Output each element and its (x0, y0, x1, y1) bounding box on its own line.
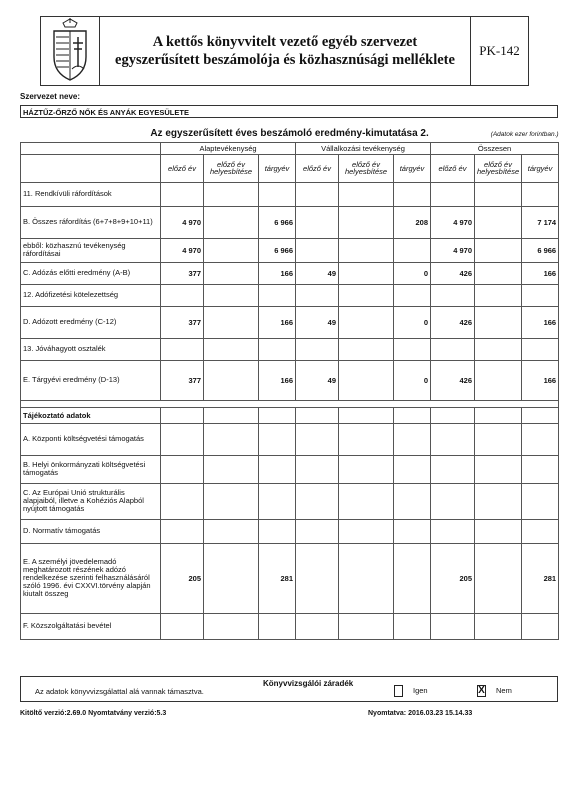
value-cell (339, 613, 394, 639)
value-cell: 377 (161, 262, 204, 284)
row-label: E. A személyi jövedelemadó meghatározott részének adózó rendelkezése szerinti felhasználásáról szóló 1996. évi CXXVI.törvény alapján kiutalt összeg (21, 543, 161, 613)
value-cell: 0 (394, 262, 431, 284)
table-row (21, 613, 559, 639)
value-cell: 0 (394, 306, 431, 338)
value-cell (339, 543, 394, 613)
value-cell (259, 284, 296, 306)
table-row (21, 455, 559, 483)
value-cell: 205 (161, 543, 204, 613)
table-row (21, 360, 559, 400)
value-cell (204, 206, 259, 238)
value-cell (475, 206, 522, 238)
value-cell (431, 455, 475, 483)
value-cell (296, 238, 339, 262)
value-cell (475, 423, 522, 455)
info-title-cell (296, 407, 339, 423)
value-cell (296, 455, 339, 483)
form-header (40, 16, 529, 86)
value-cell: 6 966 (522, 238, 559, 262)
info-title-cell (161, 407, 204, 423)
value-cell: 49 (296, 262, 339, 284)
value-cell: 377 (161, 360, 204, 400)
print-timestamp: Nyomtatva: 2016.03.23 15.14.33 (368, 710, 473, 717)
value-cell: 4 970 (161, 238, 204, 262)
value-cell (161, 483, 204, 519)
value-cell (296, 543, 339, 613)
organization-label: Szervezet neve: (20, 92, 81, 101)
table-row (21, 483, 559, 519)
value-cell (339, 306, 394, 338)
value-cell (161, 182, 204, 206)
value-cell: 426 (431, 360, 475, 400)
value-cell (296, 284, 339, 306)
value-cell (296, 206, 339, 238)
value-cell (339, 483, 394, 519)
value-cell (161, 455, 204, 483)
value-cell (339, 182, 394, 206)
value-cell (259, 483, 296, 519)
value-cell (522, 338, 559, 360)
info-title-cell (204, 407, 259, 423)
value-cell: 208 (394, 206, 431, 238)
value-cell (339, 423, 394, 455)
value-cell: 166 (259, 360, 296, 400)
value-cell: 281 (259, 543, 296, 613)
group-header-business: Vállalkozási tevékenység (296, 142, 431, 154)
info-title-cell (522, 407, 559, 423)
group-header-basic: Alaptevékenység (161, 142, 296, 154)
value-cell (394, 284, 431, 306)
subcol-prev-year: előző év (161, 154, 204, 182)
audit-yes-label: Igen (413, 686, 428, 695)
value-cell: 166 (522, 306, 559, 338)
value-cell (522, 455, 559, 483)
organization-name: HÁZTŰZ-ŐRZŐ NŐK ÉS ANYÁK EGYESÜLETE (20, 105, 558, 118)
value-cell (394, 238, 431, 262)
row-label: B. Helyi önkormányzati költségvetési támogatás (21, 455, 161, 483)
row-label: C. Az Európai Unió strukturális alapjaiból, illetve a Kohéziós Alapból nyújtott támogatás (21, 483, 161, 519)
value-cell (431, 483, 475, 519)
value-cell (475, 483, 522, 519)
subcol-current-year: tárgyév (259, 154, 296, 182)
value-cell (475, 338, 522, 360)
value-cell: 6 966 (259, 238, 296, 262)
audit-title: Könyvvizsgálói záradék (263, 679, 354, 688)
info-rows (21, 423, 559, 639)
value-cell (522, 483, 559, 519)
value-cell (431, 338, 475, 360)
table-row (21, 519, 559, 543)
value-cell: 166 (522, 360, 559, 400)
income-statement-table (20, 125, 559, 640)
subcol-current-year: tárgyév (522, 154, 559, 182)
row-label: A. Központi költségvetési támogatás (21, 423, 161, 455)
value-cell: 166 (259, 306, 296, 338)
audit-no-label: Nem (496, 686, 512, 695)
value-cell (259, 519, 296, 543)
value-cell (204, 543, 259, 613)
value-cell: 166 (259, 262, 296, 284)
value-cell: 6 966 (259, 206, 296, 238)
value-cell: 7 174 (522, 206, 559, 238)
group-header-total: Összesen (431, 142, 559, 154)
info-title: Tájékoztató adatok (21, 407, 161, 423)
value-cell (475, 284, 522, 306)
value-cell (259, 455, 296, 483)
table-title: Az egyszerűsített éves beszámoló eredmény-kimutatása 2. (150, 127, 429, 139)
value-cell (394, 519, 431, 543)
value-cell: 377 (161, 306, 204, 338)
value-cell (431, 613, 475, 639)
info-title-cell (339, 407, 394, 423)
value-cell (204, 455, 259, 483)
value-cell (259, 182, 296, 206)
row-label: B. Összes ráfordítás (6+7+8+9+10+11) (21, 206, 161, 238)
subcol-current-year: tárgyév (394, 154, 431, 182)
value-cell (475, 519, 522, 543)
form-code: PK-142 (479, 43, 520, 58)
value-cell (522, 613, 559, 639)
value-cell (204, 338, 259, 360)
form-title-line1: A kettős könyvvitelt vezető egyéb szervezet (152, 34, 418, 50)
value-cell: 166 (522, 262, 559, 284)
value-cell (339, 338, 394, 360)
main-rows (21, 182, 559, 400)
value-cell (204, 483, 259, 519)
value-cell (522, 284, 559, 306)
value-cell (394, 543, 431, 613)
value-cell (296, 613, 339, 639)
table-row (21, 423, 559, 455)
value-cell: 4 970 (431, 238, 475, 262)
value-cell (394, 455, 431, 483)
value-cell (296, 519, 339, 543)
value-cell (475, 360, 522, 400)
value-cell (339, 262, 394, 284)
value-cell (339, 360, 394, 400)
value-cell (394, 182, 431, 206)
auditor-clause-box (20, 676, 558, 702)
value-cell: 49 (296, 360, 339, 400)
value-cell (204, 519, 259, 543)
table-row (21, 338, 559, 360)
value-cell (522, 423, 559, 455)
subcol-prev-year: előző év (296, 154, 339, 182)
value-cell: 426 (431, 306, 475, 338)
audit-yes-checkbox[interactable] (394, 685, 403, 697)
value-cell (475, 455, 522, 483)
value-cell (204, 360, 259, 400)
value-cell (259, 338, 296, 360)
info-title-cell (394, 407, 431, 423)
row-label: C. Adózás előtti eredmény (A-B) (21, 262, 161, 284)
table-row (21, 543, 559, 613)
subheader-blank (21, 154, 161, 182)
value-cell (475, 262, 522, 284)
table-row (21, 182, 559, 206)
value-cell (339, 284, 394, 306)
row-label: D. Adózott eredmény (C-12) (21, 306, 161, 338)
value-cell: 4 970 (431, 206, 475, 238)
value-cell (431, 284, 475, 306)
value-cell (339, 455, 394, 483)
row-label: 13. Jóváhagyott osztalék (21, 338, 161, 360)
value-cell (161, 423, 204, 455)
value-cell (204, 423, 259, 455)
units-note: (Adatok ezer forintban.) (490, 131, 559, 138)
row-label: D. Normatív támogatás (21, 519, 161, 543)
value-cell (475, 613, 522, 639)
info-title-cell (259, 407, 296, 423)
value-cell (296, 182, 339, 206)
value-cell (339, 206, 394, 238)
value-cell (296, 338, 339, 360)
value-cell (394, 338, 431, 360)
value-cell (204, 613, 259, 639)
table-row (21, 206, 559, 238)
row-label: F. Közszolgáltatási bevétel (21, 613, 161, 639)
value-cell (259, 613, 296, 639)
value-cell (204, 238, 259, 262)
header-blank (21, 142, 161, 154)
table-row (21, 284, 559, 306)
value-cell (204, 262, 259, 284)
audit-statement: Az adatok könyvvizsgálattal alá vannak támasztva. (35, 687, 204, 696)
value-cell: 49 (296, 306, 339, 338)
row-label: 12. Adófizetési kötelezettség (21, 284, 161, 306)
value-cell (394, 613, 431, 639)
value-cell (161, 338, 204, 360)
value-cell (475, 238, 522, 262)
value-cell (394, 423, 431, 455)
value-cell (431, 519, 475, 543)
value-cell (204, 284, 259, 306)
info-title-cell (431, 407, 475, 423)
value-cell: 426 (431, 262, 475, 284)
table-row (21, 262, 559, 284)
value-cell (394, 483, 431, 519)
subcol-prev-year: előző év (431, 154, 475, 182)
value-cell: 0 (394, 360, 431, 400)
row-label: ebből: közhasznú tevékenység ráfordításai (21, 238, 161, 262)
value-cell (161, 613, 204, 639)
subcol-prev-correction: előző év helyesbítése (475, 154, 522, 182)
value-cell (522, 182, 559, 206)
row-label: E. Tárgyévi eredmény (D-13) (21, 360, 161, 400)
subcol-prev-correction: előző év helyesbítése (204, 154, 259, 182)
value-cell (296, 423, 339, 455)
table-title-cell (21, 125, 559, 142)
form-title-line2: egyszerűsített beszámolója és közhasznúsági melléklete (115, 52, 455, 68)
subcol-prev-correction: előző év helyesbítése (339, 154, 394, 182)
audit-no-checkbox[interactable]: X (478, 685, 485, 696)
table-row (21, 306, 559, 338)
value-cell (161, 519, 204, 543)
value-cell (339, 519, 394, 543)
value-cell (259, 423, 296, 455)
value-cell (475, 182, 522, 206)
value-cell: 205 (431, 543, 475, 613)
spacer-row (21, 400, 559, 407)
info-title-cell (475, 407, 522, 423)
value-cell (522, 519, 559, 543)
coat-of-arms-icon (41, 17, 100, 85)
value-cell (431, 423, 475, 455)
form-title (100, 17, 471, 85)
value-cell (475, 543, 522, 613)
value-cell (296, 483, 339, 519)
table-row (21, 238, 559, 262)
value-cell: 4 970 (161, 206, 204, 238)
value-cell (204, 182, 259, 206)
value-cell (339, 238, 394, 262)
row-label: 11. Rendkívüli ráfordítások (21, 182, 161, 206)
value-cell: 281 (522, 543, 559, 613)
value-cell (475, 306, 522, 338)
value-cell (431, 182, 475, 206)
value-cell (204, 306, 259, 338)
software-version: Kitöltő verzió:2.69.0 Nyomtatvány verzió:5.3 (20, 710, 167, 717)
value-cell (161, 284, 204, 306)
